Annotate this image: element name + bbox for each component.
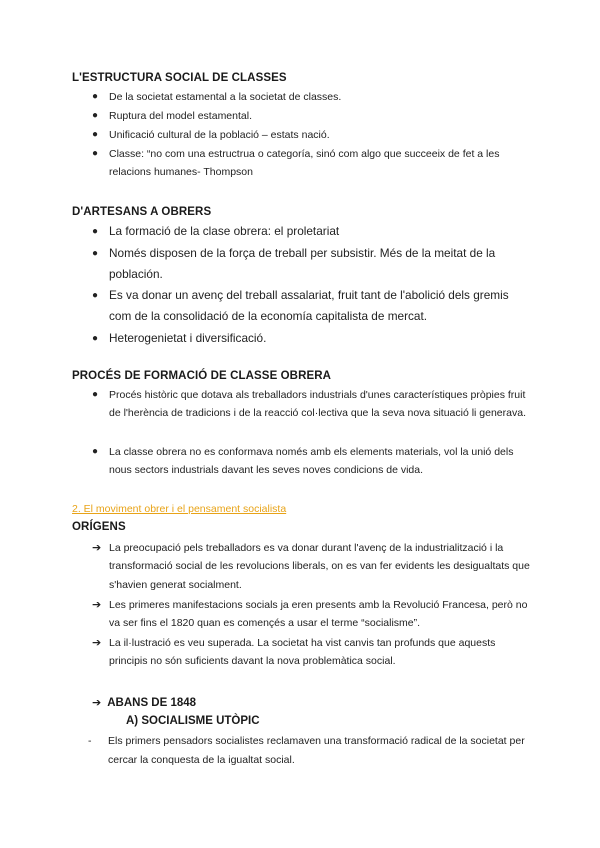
bullet-icon: ● [92,333,99,344]
list-item: - Els primers pensadors socialistes reclamaven una transformació radical de la societat per cercar la conquesta de la igualtat social. [88,732,533,770]
bullet-icon: ● [92,129,99,140]
list-item: ➔ La preocupació pels treballadors es va donar durant l'avenç de la industrialització i la transformació social de les revolucions liberals, on es van fer evidents les desigualtats que s'havien generat socialment. [92,539,532,594]
section-heading-origins: ORÍGENS [72,521,126,533]
bullet-icon: ● [92,290,99,301]
arrow-icon: ➔ [92,599,102,611]
list-item: ● La classe obrera no es conformava només amb els elements materials, vol la unió dels nous sectors industrials davant les seves noves condicions de vida. [92,443,532,480]
list-item: ● Unificació cultural de la població – estats nació. [92,126,532,144]
list-item: ● La formació de la clase obrera: el proletariat [92,221,532,242]
bullet-icon: ● [92,226,99,237]
list-item: ➔ La il·lustració es veu superada. La societat ha vist canvis tan profunds que aquests principis no són suficients davant la nova problemàtica social. [92,634,532,671]
list-item: ➔ Les primeres manifestacions socials ja eren presents amb la Revolució Francesa, però no va ser fins el 1820 quan es començés a usar el terme “socialisme”. [92,596,532,633]
bullet-icon: ● [92,446,99,457]
arrow-icon: ➔ [92,542,102,554]
subsection-before-1848: ➔ ABANS DE 1848 [92,697,197,709]
list-item: ● De la societat estamental a la societat de classes. [92,88,532,106]
section-heading-artisans-workers: D'ARTESANS A OBRERS [72,206,212,218]
list-item: ● Procés històric que dotava als treballadors industrials d'unes característiques pròpies fruit de l'herència de tradicions i de la reacció col·lectiva que la seva nova situació li generava. [92,386,532,423]
list-item: ● Heterogenietat i diversificació. [92,328,532,349]
list-item: ● Classe: “no com una estructrua o categoría, sinó com algo que succeeix de fet a les relacions humanes- Thompson [92,145,532,182]
arrow-icon: ➔ [92,697,102,709]
bullet-icon: ● [92,389,99,400]
bullet-icon: ● [92,148,99,159]
section-link-workers-movement[interactable]: 2. El moviment obrer i el pensament socialista [72,503,287,515]
list-item: ● Es va donar un avenç del treball assalariat, fruit tant de l'abolició dels gremis com de la consolidació de la economía capitalista de mercat. [92,285,532,327]
section-heading-social-structure: L'ESTRUCTURA SOCIAL DE CLASSES [72,72,287,84]
arrow-icon: ➔ [92,637,102,649]
list-item: ● Només disposen de la força de treball per subsistir. Més de la meitat de la población. [92,243,532,285]
bullet-icon: ● [92,248,99,259]
bullet-icon: ● [92,110,99,121]
subsection-utopian-socialism: A) SOCIALISME UTÒPIC [126,715,260,727]
section-heading-formation-process: PROCÉS DE FORMACIÓ DE CLASSE OBRERA [72,370,332,382]
dash-marker: - [88,735,92,747]
list-item: ● Ruptura del model estamental. [92,107,532,125]
bullet-icon: ● [92,91,99,102]
